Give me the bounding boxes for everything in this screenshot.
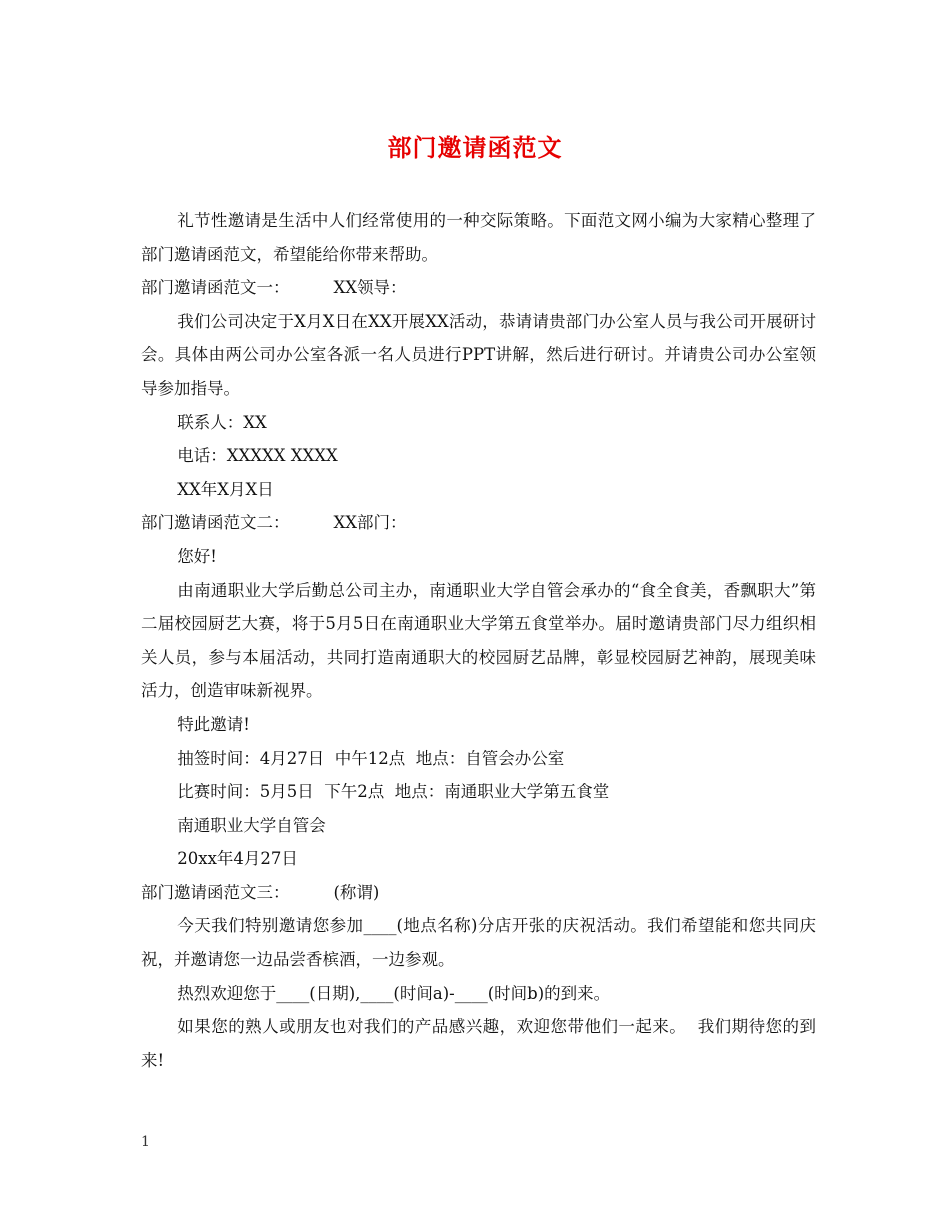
- sample2-draw-time: 抽签时间：4月27日 中午12点 地点：自管会办公室: [177, 748, 565, 768]
- sample3-paragraph-1: 今天我们特别邀请您参加____(地点名称)分店开张的庆祝活动。我们希望能和您共同庆祝，并邀请您一边品尝香槟酒，一边参观。: [141, 916, 816, 970]
- page-number: 1: [141, 1134, 150, 1150]
- sample1-phone: 电话：XXXXX XXXX: [177, 446, 338, 466]
- sample1-contact: 联系人：XX: [177, 412, 267, 432]
- intro-paragraph: 礼节性邀请是生活中人们经常使用的一种交际策略。下面范文网小编为大家精心整理了部门邀请函范文，希望能给你带来帮助。: [141, 211, 816, 264]
- document-title: 部门邀请函范文: [387, 134, 563, 162]
- sample2-closing: 特此邀请!: [177, 714, 250, 734]
- sample2-match-time: 比赛时间：5月5日 下午2点 地点：南通职业大学第五食堂: [177, 782, 610, 802]
- sample2-greeting: 您好!: [177, 546, 217, 566]
- sample2-heading: 部门邀请函范文二：: [141, 513, 290, 533]
- sample2-date: 20xx年4月27日: [177, 849, 298, 869]
- sample1-heading-line: [141, 271, 816, 305]
- sample1-date: XX年X月X日: [177, 479, 274, 499]
- document-body: [141, 204, 816, 1077]
- sample3-paragraph-2: 热烈欢迎您于____(日期),____(时间a)-____(时间b)的到来。: [177, 983, 611, 1003]
- sample3-heading-line: [141, 876, 816, 910]
- sample2-signature: 南通职业大学自管会: [177, 815, 326, 835]
- sample3-heading: 部门邀请函范文三：: [141, 882, 290, 902]
- sample2-salutation: XX部门：: [333, 513, 407, 533]
- sample1-heading: 部门邀请函范文一：: [141, 278, 290, 298]
- sample1-body: 我们公司决定于X月X日在XX开展XX活动，恭请请贵部门办公室人员与我公司开展研讨会。具体由两公司办公室各派一名人员进行PPT讲解，然后进行研讨。并请贵公司办公室领导参加指导。: [141, 311, 816, 398]
- sample1-salutation: XX领导：: [333, 278, 407, 298]
- sample2-body: 由南通职业大学后勤总公司主办，南通职业大学自管会承办的“食全食美，香飘职大”第二届校园厨艺大赛，将于5月5日在南通职业大学第五食堂举办。届时邀请贵部门尽力组织相关人员，参与本届活动，共同打造南通职大的校园厨艺品牌，彰显校园厨艺神韵，展现美味活力，创造审味新视界。: [141, 580, 816, 701]
- sample2-heading-line: [141, 506, 816, 540]
- sample3-salutation: (称谓): [333, 882, 380, 902]
- sample3-paragraph-3: 如果您的熟人或朋友也对我们的产品感兴趣，欢迎您带他们一起来。 我们期待您的到来!: [141, 1017, 816, 1070]
